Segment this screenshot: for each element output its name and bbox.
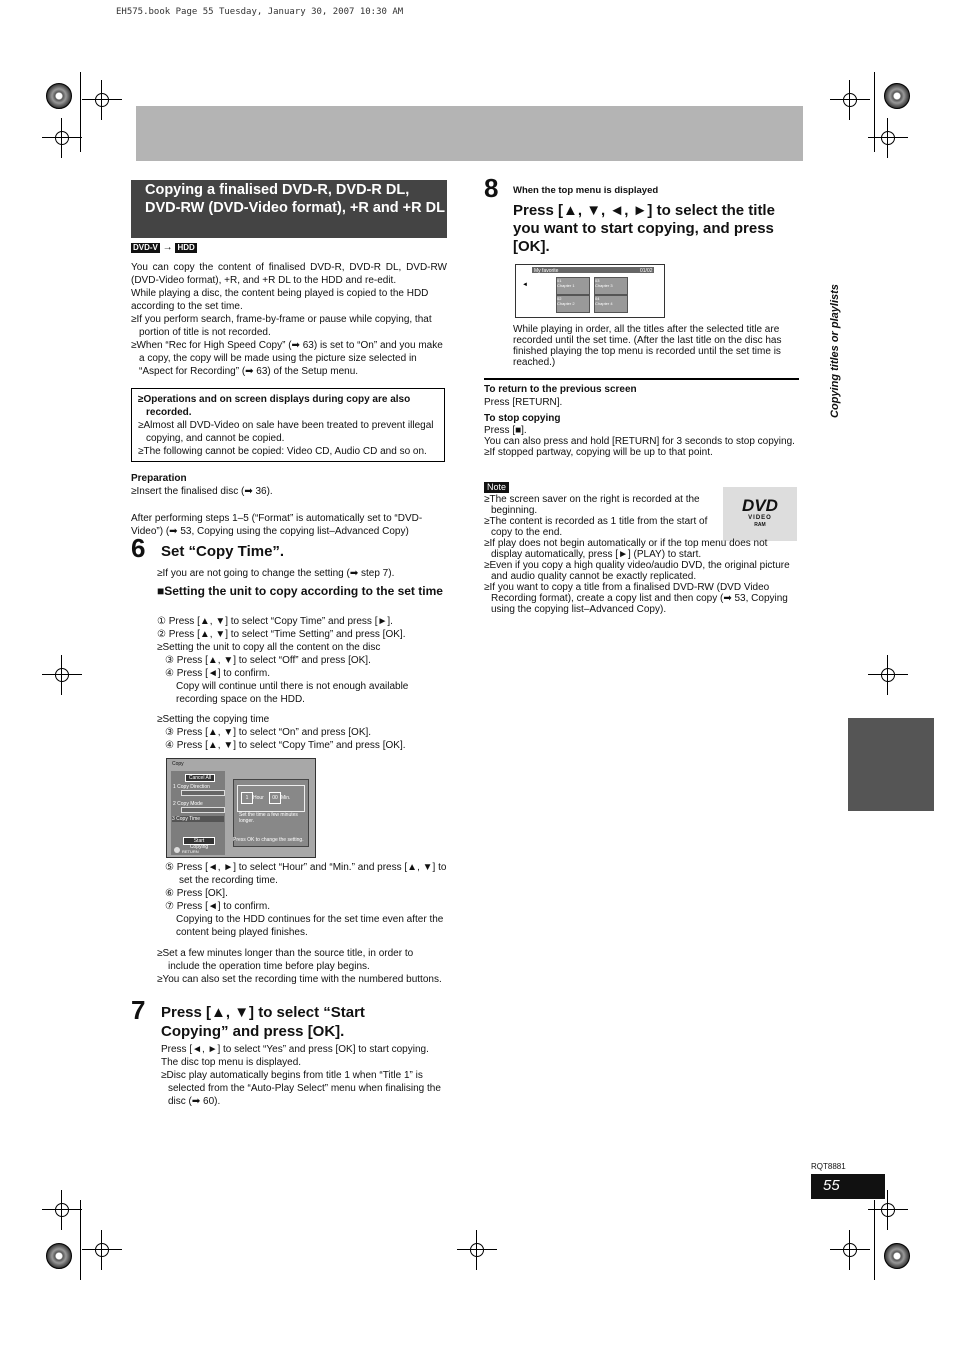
step-line: ≥Setting the unit to copy all the content on the disc (157, 642, 381, 653)
return-text: Press [RETURN]. (484, 397, 563, 408)
crosshair-icon (868, 655, 908, 695)
time-hint: Set the time a few minutes longer. (239, 812, 298, 824)
step-line: Copy will continue until there is not enough available recording space on the HDD. (176, 681, 409, 705)
stop-line: Press [■]. (484, 425, 527, 436)
note-label: Note (484, 482, 509, 493)
stop-line: ≥If stopped partway, copying will be up to that point. (484, 447, 713, 458)
menu-cell (556, 277, 590, 295)
step-line: ≥Setting the copying time (157, 714, 270, 725)
stop-line: You can also press and hold [RETURN] for 3 seconds to stop copying. (484, 436, 795, 447)
hour-value: 1 (241, 792, 253, 804)
step8-body: While playing in order, all the titles after the selected title are recorded until the set time. (After the last title on the disc has finished playing the top menu is recorded until the set time is reached.) (513, 324, 782, 368)
note-item: ≥If you want to copy a title from a finalised DVD-RW (DVD Video Recording format), create a copy list and then copy (➡ 53, Copying using the copying list–Advanced Copy). (484, 582, 788, 615)
crosshair-icon (457, 1230, 497, 1270)
intro-line: You can copy the content of finalised DVD-R, DVD-R DL, DVD-RW (DVD-Video format), +R, and +R DL to the HDD and re-edit. (131, 262, 447, 286)
step-bullet: ≥Set a few minutes longer than the source title, in order to include the operation time before play begins. (157, 948, 414, 972)
menu-cell (594, 277, 628, 295)
note-item: ≥If play does not begin automatically or if the top menu does not display automatically, press [►] (PLAY) to start. (484, 538, 768, 560)
step-line: Press [◄, ►] to select “Yes” and press [OK] to start copying. The disc top menu is displayed. (161, 1044, 429, 1068)
menu-cell (594, 295, 628, 313)
section-title (131, 180, 447, 238)
copy-mode-field (181, 807, 225, 813)
step-line: ≥Disc play automatically begins from title 1 when “Title 1” is selected from the “Auto-Play Select” menu when finalising the disc (➡ 60). (161, 1070, 441, 1107)
step7-lines (161, 1043, 447, 1108)
return-label: RETURN (182, 849, 199, 854)
note-item: ≥Even if you copy a high quality video/audio DVD, the original picture and audio quality cannot be exactly replicated. (484, 560, 790, 582)
menu-cell-num: 02 (557, 296, 562, 301)
notice-box (131, 388, 445, 462)
step6-subheading: ■Setting the unit to copy according to the set time (157, 584, 443, 598)
stop-heading: To stop copying (484, 413, 561, 424)
crosshair-icon (830, 1230, 870, 1270)
step6-lines (157, 615, 447, 752)
start-copying-button: Start Copying (183, 837, 215, 845)
crop-line (80, 72, 81, 152)
dvd-logo-video: VIDEO (748, 515, 772, 521)
step-bullet: ≥You can also set the recording time with the numbered buttons. (157, 974, 442, 985)
copy-time-item: 3 Copy Time (172, 816, 224, 822)
after-steps: After performing steps 1–5 (“Format” is automatically set to “DVD-Video”) (➡ 53, Copying using the copying list–Advanced Copy) (131, 513, 423, 537)
crosshair-icon (42, 655, 82, 695)
step6-bullets (157, 947, 447, 986)
step-line: ④ Press [◄] to confirm. (165, 668, 270, 679)
crop-line (874, 72, 875, 152)
step-line: ⑥ Press [OK]. (165, 888, 228, 899)
menu-cell-num: 03 (595, 278, 600, 283)
step-line: ③ Press [▲, ▼] to select “On” and press [OK]. (165, 727, 372, 738)
registration-disc-icon (884, 83, 910, 109)
step8-number: 8 (484, 173, 499, 203)
note-items (484, 494, 799, 615)
crop-line (874, 1200, 875, 1280)
format-tags (131, 242, 197, 253)
intro-line: ≥If you perform search, frame-by-frame or pause while copying, that portion of title is not recorded. (131, 314, 432, 338)
side-label: Copying titles or playlists (829, 284, 841, 418)
dvd-logo-text: DVD (742, 496, 778, 515)
model-number: RQT8881 (811, 1162, 846, 1171)
step-line: ② Press [▲, ▼] to select “Time Setting” and press [OK]. (157, 629, 406, 640)
hdd-tag: HDD (177, 243, 195, 252)
page-number-box (811, 1174, 885, 1199)
note-item: ≥The screen saver on the right is recorded at the beginning. (484, 494, 700, 516)
registration-disc-icon (46, 1243, 72, 1269)
step-line: Copying to the HDD continues for the set time even after the content being played finishes. (176, 914, 444, 938)
copy-screen (166, 758, 316, 858)
step8-title: Press [▲, ▼, ◄, ►] to select the title you want to start copying, and press [OK]. (513, 202, 775, 255)
return-section (484, 383, 799, 409)
cancel-all-button: Cancel All (185, 774, 215, 782)
step8-pre: When the top menu is displayed (513, 185, 659, 196)
arrow: → (162, 242, 173, 253)
intro-line: ≥When “Rec for High Speed Copy” (➡ 63) is set to “On” and you make a copy, the copy will be made using the picture size selected in “Aspect for Recording” (➡ 63) of the Setup menu. (131, 340, 443, 377)
divider (484, 378, 799, 380)
preparation-heading: Preparation (131, 473, 187, 484)
section-title-text: Copying a finalised DVD-R, DVD-R DL, DVD-RW (DVD-Video format), +R and +R DL (145, 182, 445, 216)
preparation (131, 472, 447, 498)
step6-number: 6 (131, 533, 146, 563)
crosshair-icon (82, 1230, 122, 1270)
copy-screen-footer: Press OK to change the setting. (233, 837, 304, 843)
step-line: ⑤ Press [◄, ►] to select “Hour” and “Min.” and press [▲, ▼] to set the recording time. (165, 862, 447, 886)
menu-cell-label: Chapter 4 (595, 301, 613, 306)
notice-line: ≥Almost all DVD-Video on sale have been treated to prevent illegal copying, and cannot be copied. (138, 420, 434, 444)
copy-screen-title: Copy (172, 761, 184, 767)
step-line: ① Press [▲, ▼] to select “Copy Time” and press [►]. (157, 616, 393, 627)
min-value: 00 (269, 792, 281, 804)
step-line: ⑦ Press [◄] to confirm. (165, 901, 270, 912)
top-band (136, 106, 803, 161)
side-tab (848, 718, 934, 811)
header-note: EH575.book Page 55 Tuesday, January 30, 2007 10:30 AM (116, 7, 404, 17)
menu-cell-num: 01 (557, 278, 562, 283)
copy-direction-item: 1 Copy Direction (173, 784, 210, 790)
menu-cell-label: Chapter 1 (557, 283, 575, 288)
menu-cell-label: Chapter 2 (557, 301, 575, 306)
return-icon (174, 847, 180, 853)
top-menu-header-label: My favorite (534, 268, 559, 274)
return-heading: To return to the previous screen (484, 384, 637, 395)
dvd-v-tag: DVD-V (133, 243, 158, 252)
registration-disc-icon (884, 1243, 910, 1269)
dvd-logo-ram: RAM (754, 522, 766, 528)
page-number: 55 (823, 1177, 840, 1194)
crosshair-icon (82, 80, 122, 120)
notice-line: ≥The following cannot be copied: Video CD, Audio CD and so on. (138, 446, 427, 457)
hour-label: Hour (253, 795, 264, 801)
top-menu-page: 01/02 (640, 268, 653, 274)
menu-cell-num: 04 (595, 296, 600, 301)
copy-direction-field (181, 790, 225, 796)
preparation-item: ≥Insert the finalised disc (➡ 36). (131, 486, 273, 497)
copy-mode-item: 2 Copy Mode (173, 801, 203, 807)
left-arrow-icon: ◄ (522, 282, 528, 288)
stop-section (484, 412, 799, 458)
step-line: ③ Press [▲, ▼] to select “Off” and press [OK]. (165, 655, 371, 666)
menu-cell (556, 295, 590, 313)
step-line: ④ Press [▲, ▼] to select “Copy Time” and press [OK]. (165, 740, 406, 751)
step6-title: Set “Copy Time”. (161, 543, 285, 560)
min-label: Min. (281, 795, 291, 801)
note-item: ≥The content is recorded as 1 title from the start of copy to the end. (484, 516, 708, 538)
top-menu-screen (515, 264, 665, 318)
crosshair-icon (42, 118, 82, 158)
intro (131, 261, 447, 378)
intro-line: While playing a disc, the content being played is copied to the HDD according to the set time. (131, 288, 429, 312)
step6-note: ≥If you are not going to change the setting (➡ step 7). (157, 568, 395, 579)
registration-disc-icon (46, 83, 72, 109)
step6-lines2 (165, 861, 447, 939)
notice-line: ≥Operations and on screen displays during copy are also recorded. (138, 394, 411, 418)
step7-number: 7 (131, 995, 146, 1025)
crosshair-icon (830, 80, 870, 120)
step7-title: Press [▲, ▼] to select “Start Copying” and press [OK]. (161, 1004, 365, 1040)
crosshair-icon (42, 1190, 82, 1230)
crop-line (80, 1200, 81, 1280)
menu-cell-label: Chapter 3 (595, 283, 613, 288)
